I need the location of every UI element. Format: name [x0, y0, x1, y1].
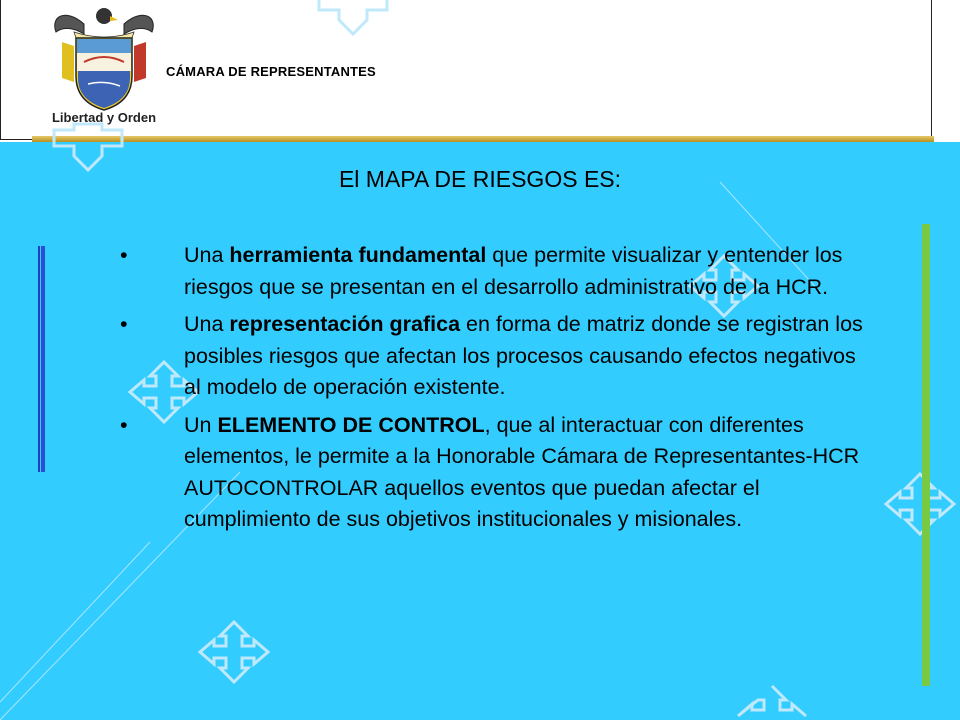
- bullet-marker: •: [120, 312, 128, 336]
- bullet-text-bold: representación grafica: [229, 312, 461, 336]
- decorative-cross-arrow-icon: [736, 684, 808, 720]
- decorative-arrow-icon: [315, 0, 391, 36]
- slide-header: [0, 0, 960, 142]
- bullet-item: [112, 410, 872, 536]
- bullet-item: [112, 309, 872, 404]
- bullet-text-pre: Una: [184, 312, 230, 336]
- bullet-marker: •: [120, 243, 128, 267]
- bullet-marker: •: [120, 412, 128, 437]
- bullet-text-pre: Una: [184, 243, 230, 267]
- bullet-list: [112, 240, 872, 542]
- slide-title: El MAPA DE RIESGOS ES:: [338, 166, 622, 192]
- bullet-text-pre: Un: [184, 412, 218, 437]
- left-accent-bar: [38, 246, 46, 472]
- bullet-text-post: que permite visualizar y entender los riesgos que se presentan en el desarrollo administrativo de la HCR.: [184, 243, 843, 299]
- bullet-text-post: , que al interactuar con diferentes elementos, le permite a la Honorable Cámara de Representantes-HCR AUTOCONTROLAR aquellos eventos que puedan afectar el cumplimiento de sus objetivos institucionales y misionales.: [184, 412, 860, 531]
- bullet-text-bold: ELEMENTO DE CONTROL: [217, 412, 485, 437]
- logo-motto: Libertad y Orden: [51, 110, 157, 125]
- coat-of-arms-logo: [44, 2, 164, 132]
- decorative-cross-arrow-icon: [884, 472, 956, 536]
- bullet-item: [112, 240, 872, 303]
- organization-name: CÁMARA DE REPRESENTANTES: [166, 64, 376, 79]
- decorative-cross-arrow-icon: [198, 620, 270, 684]
- right-accent-bar: [922, 224, 930, 686]
- bullet-text-post: en forma de matriz donde se registran los posibles riesgos que afectan los procesos causando efectos negativos al modelo de operación existente.: [184, 312, 863, 399]
- bullet-text-bold: herramienta fundamental: [229, 243, 487, 267]
